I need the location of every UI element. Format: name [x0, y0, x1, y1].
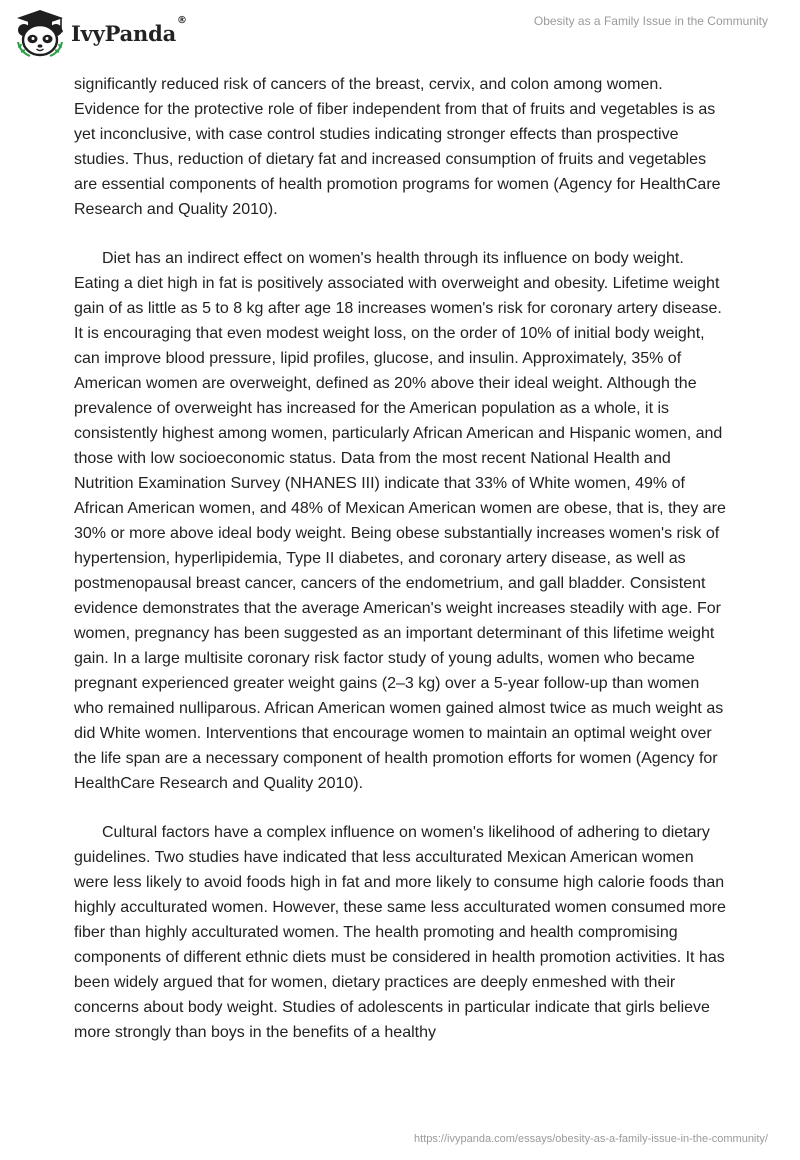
brand-name — [71, 14, 187, 46]
brand-name-text: IvyPanda — [71, 20, 177, 46]
paragraph: significantly reduced risk of cancers of the breast, cervix, and colon among women. Evidence for the protective role of fiber independent from that of fruits and vegetables is as yet inconclusive, with case control studies indicating stronger effects than prospective studies. Thus, reduction of dietary fat and increased consumption of fruits and vegetables are essential components of health promotion programs for women (Agency for HealthCare Research and Quality 2010). — [74, 76, 721, 218]
document-title: Obesity as a Family Issue in the Community — [533, 14, 768, 28]
page-header — [0, 0, 800, 70]
brand-logo[interactable] — [14, 8, 187, 58]
panda-graduate-icon — [14, 8, 66, 58]
paragraph: Cultural factors have a complex influence on women's likelihood of adhering to dietary guidelines. Two studies have indicated that less acculturated Mexican American women were less likely to avoid foods high in fat and more likely to consume high calorie foods than highly acculturated women. However, these same less acculturated women consumed more fiber than highly acculturated women. The health promoting and health compromising components of different ethnic diets must be considered in health promotion activities. It has been widely argued that for women, dietary practices are deeply enmeshed with their concerns about body weight. Studies of adolescents in particular indicate that girls believe more strongly than boys in the benefits of a healthy — [74, 824, 726, 1041]
source-url[interactable]: https://ivypanda.com/essays/obesity-as-a-family-issue-in-the-community/ — [414, 1133, 768, 1145]
registered-mark: ® — [177, 14, 187, 26]
essay-body — [74, 72, 728, 1069]
paragraph: Diet has an indirect effect on women's health through its influence on body weight. Eating a diet high in fat is positively associated with overweight and obesity. Lifetime weight gain of as little as 5 to 8 kg after age 18 increases women's risk for coronary artery disease. It is encouraging that even modest weight loss, on the order of 10% of initial body weight, can improve blood pressure, lipid profiles, glucose, and insulin. Approximately, 35% of American women are overweight, defined as 20% above their ideal weight. Although the prevalence of overweight has increased for the American population as a whole, it is consistently highest among women, particularly African American and Hispanic women, and those with low socioeconomic status. Data from the most recent National Health and Nutrition Examination Survey (NHANES III) indicate that 33% of White women, 49% of African American women, and 48% of Mexican American women are obese, that is, they are 30% or more above ideal body weight. Being obese substantially increases women's risk of hypertension, hyperlipidemia, Type II diabetes, and coronary artery disease, as well as postmenopausal breast cancer, cancers of the endometrium, and gall bladder. Consistent evidence demonstrates that the average American's weight increases steadily with age. For women, pregnancy has been suggested as an important determinant of this lifetime weight gain. In a large multisite coronary risk factor study of young adults, women who became pregnant experienced greater weight gains (2–3 kg) over a 5-year follow-up than women who remained nulliparous. African American women gained almost twice as much weight as did White women. Interventions that encourage women to maintain an optimal weight over the life span are a necessary component of health promotion efforts for women (Agency for HealthCare Research and Quality 2010). — [74, 250, 726, 792]
